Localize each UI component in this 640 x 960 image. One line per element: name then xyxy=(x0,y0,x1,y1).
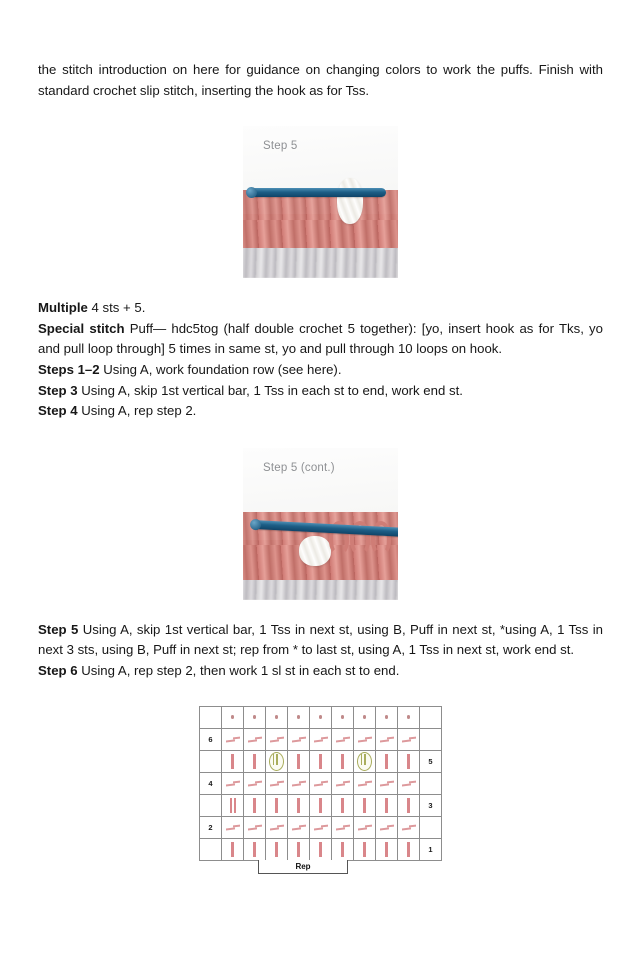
slip-stitch-icon xyxy=(398,707,419,728)
chart-cell xyxy=(398,838,420,860)
tss-bar-icon xyxy=(332,751,353,772)
return-pass-icon xyxy=(244,817,265,838)
chart-cell xyxy=(288,816,310,838)
chart-cell xyxy=(354,728,376,750)
white-yarn-puff xyxy=(337,178,363,224)
return-pass-icon xyxy=(244,773,265,794)
chart-cell xyxy=(398,750,420,772)
chart-cell xyxy=(244,772,266,794)
tss-bar-icon xyxy=(376,751,397,772)
chart-cell xyxy=(376,706,398,728)
return-pass-icon xyxy=(376,729,397,750)
chart-cell xyxy=(222,728,244,750)
chart-row xyxy=(200,838,442,860)
chart-cell xyxy=(244,794,266,816)
chart-cell xyxy=(398,794,420,816)
step-4-text: Using A, rep step 2. xyxy=(81,403,197,419)
tss-bar-icon xyxy=(244,839,265,860)
chart-cell xyxy=(376,750,398,772)
step-5-text: Using A, skip 1st vertical bar, 1 Tss in next st, using B, Puff in next st, *using A, 1 Tss in next 3 sts, using B, Puff in next st; rep from * to last st, using A, 1 Tss in next st, work end st. xyxy=(38,621,603,658)
chart-cell xyxy=(332,772,354,794)
tss-bar-icon xyxy=(398,795,419,816)
chart-cell xyxy=(222,794,244,816)
slip-stitch-icon xyxy=(376,707,397,728)
chart-cell xyxy=(310,794,332,816)
chart-row xyxy=(200,772,442,794)
chart-cell xyxy=(376,794,398,816)
chart-row-number-right: 5 xyxy=(420,750,442,772)
chart-cell xyxy=(354,772,376,794)
photo-step5-cont xyxy=(243,448,398,600)
return-pass-icon xyxy=(288,729,309,750)
chart-cell xyxy=(332,750,354,772)
photo-caption: Step 5 xyxy=(263,140,298,153)
chart-cell xyxy=(310,750,332,772)
tss-bar-icon xyxy=(354,795,375,816)
repeat-spacer xyxy=(199,860,258,874)
slip-stitch-icon xyxy=(288,707,309,728)
return-pass-icon xyxy=(244,729,265,750)
step-1-2-text: Using A, work foundation row (see here). xyxy=(103,361,342,377)
chart-gutter-right xyxy=(420,706,442,728)
chart-cell xyxy=(310,706,332,728)
puff-stitch-icon xyxy=(354,751,375,772)
spec-multiple-text: 4 sts + 5. xyxy=(91,300,146,316)
photo-step5 xyxy=(243,126,398,278)
chart-cell xyxy=(332,706,354,728)
chart-cell xyxy=(266,772,288,794)
tss-double-bar-icon xyxy=(222,795,243,816)
chart-row xyxy=(200,706,442,728)
steps-group-two xyxy=(38,620,603,682)
hook-tip xyxy=(246,187,257,198)
step-3-text: Using A, skip 1st vertical bar, 1 Tss in each st to end, work end st. xyxy=(81,382,463,398)
step-5 xyxy=(38,620,603,661)
chart-row xyxy=(200,750,442,772)
step-6 xyxy=(38,661,603,682)
chart-cell xyxy=(222,706,244,728)
intro-paragraph: the stitch introduction on here for guidance on changing colors to work the puffs. Finish with standard crochet slip stitch, inserting the hook as for Tss. xyxy=(38,62,603,98)
chart-gutter-left xyxy=(200,750,222,772)
tss-bar-icon xyxy=(244,751,265,772)
return-pass-icon xyxy=(310,729,331,750)
chart-cell xyxy=(266,706,288,728)
tss-bar-icon xyxy=(332,795,353,816)
puff-stitch-icon xyxy=(266,751,287,772)
tss-bar-icon xyxy=(288,795,309,816)
tss-bar-icon xyxy=(222,839,243,860)
spec-multiple xyxy=(38,298,603,319)
tss-bar-icon xyxy=(310,751,331,772)
steps-group-one xyxy=(38,360,603,422)
slip-stitch-icon xyxy=(266,707,287,728)
tss-bar-icon xyxy=(310,839,331,860)
chart-cell xyxy=(222,772,244,794)
chart-cell xyxy=(288,706,310,728)
spec-special-stitch xyxy=(38,319,603,360)
return-pass-icon xyxy=(376,817,397,838)
slip-stitch-icon xyxy=(222,707,243,728)
chart-row-number-left: 4 xyxy=(200,772,222,794)
tss-bar-icon xyxy=(310,795,331,816)
chart-cell xyxy=(332,816,354,838)
chart-row-number-left: 6 xyxy=(200,728,222,750)
tss-bar-icon xyxy=(244,795,265,816)
chart-gutter-left xyxy=(200,706,222,728)
return-pass-icon xyxy=(310,817,331,838)
chart-row-number-right: 1 xyxy=(420,838,442,860)
chart-cell xyxy=(398,728,420,750)
chart-cell xyxy=(310,772,332,794)
chart-gutter-left xyxy=(200,838,222,860)
white-yarn-puff xyxy=(299,536,331,566)
photo-block-step5-cont xyxy=(38,448,603,600)
spec-multiple-label: Multiple xyxy=(38,300,88,316)
slip-stitch-icon xyxy=(332,707,353,728)
chart-cell xyxy=(244,728,266,750)
slip-stitch-icon xyxy=(310,707,331,728)
hook-tip xyxy=(250,519,262,531)
chart-row xyxy=(200,816,442,838)
return-pass-icon xyxy=(222,773,243,794)
chart-cell xyxy=(288,838,310,860)
chart-cell xyxy=(288,750,310,772)
chart-cell xyxy=(288,772,310,794)
chart-cell xyxy=(354,816,376,838)
crochet-hook xyxy=(251,188,386,197)
stitch-chart-block xyxy=(38,706,603,874)
step-3-label: Step 3 xyxy=(38,382,78,398)
chart-gutter-right xyxy=(420,728,442,750)
step-4 xyxy=(38,401,603,422)
tss-bar-icon xyxy=(266,795,287,816)
return-pass-icon xyxy=(266,773,287,794)
chart-cell xyxy=(398,816,420,838)
slip-stitch-icon xyxy=(244,707,265,728)
chart-cell xyxy=(354,794,376,816)
spec-block xyxy=(38,298,603,360)
chart-cell xyxy=(398,772,420,794)
chart-cell xyxy=(244,816,266,838)
chart-cell xyxy=(288,728,310,750)
return-pass-icon xyxy=(398,729,419,750)
tss-bar-icon xyxy=(266,839,287,860)
chart-cell xyxy=(354,838,376,860)
chart-cell xyxy=(222,750,244,772)
chart-cell xyxy=(266,838,288,860)
tss-bar-icon xyxy=(376,839,397,860)
chart-cell xyxy=(354,750,376,772)
chart-cell xyxy=(376,772,398,794)
return-pass-icon xyxy=(354,817,375,838)
chart-row-number-right: 3 xyxy=(420,794,442,816)
return-pass-icon xyxy=(288,817,309,838)
chart-cell xyxy=(222,838,244,860)
chart-cell xyxy=(354,706,376,728)
spec-special-text: Puff— hdc5tog (half double crochet 5 together): [yo, insert hook as for Tks, yo and pull loop through] 5 times in same st, yo and pull through 10 loops on hook. xyxy=(38,320,603,357)
spec-special-label: Special stitch xyxy=(38,320,125,336)
chart-row-number-left: 2 xyxy=(200,816,222,838)
chart-cell xyxy=(266,816,288,838)
return-pass-icon xyxy=(398,817,419,838)
chart-cell xyxy=(310,838,332,860)
step-5-label: Step 5 xyxy=(38,621,79,637)
chart-cell xyxy=(332,728,354,750)
step-1-2-label: Steps 1–2 xyxy=(38,361,100,377)
tss-bar-icon xyxy=(376,795,397,816)
chart-cell xyxy=(244,750,266,772)
return-pass-icon xyxy=(332,773,353,794)
step-4-label: Step 4 xyxy=(38,403,78,419)
chart-cell xyxy=(266,750,288,772)
chart-gutter-right xyxy=(420,772,442,794)
photo-block-step5 xyxy=(38,126,603,278)
return-pass-icon xyxy=(288,773,309,794)
return-pass-icon xyxy=(310,773,331,794)
chart-cell xyxy=(376,728,398,750)
return-pass-icon xyxy=(266,729,287,750)
return-pass-icon xyxy=(266,817,287,838)
step-1-2 xyxy=(38,360,603,381)
chart-cell xyxy=(332,838,354,860)
step-6-label: Step 6 xyxy=(38,662,78,678)
slip-stitch-icon xyxy=(354,707,375,728)
chart-row xyxy=(200,794,442,816)
chart-cell xyxy=(332,794,354,816)
chart-grid xyxy=(199,706,442,861)
chart-row xyxy=(200,728,442,750)
return-pass-icon xyxy=(222,729,243,750)
repeat-label: Rep xyxy=(258,860,348,874)
return-pass-icon xyxy=(332,729,353,750)
chart-cell xyxy=(266,728,288,750)
chart-gutter-right xyxy=(420,816,442,838)
chart-cell xyxy=(398,706,420,728)
tss-bar-icon xyxy=(288,839,309,860)
return-pass-icon xyxy=(222,817,243,838)
chart-cell xyxy=(288,794,310,816)
chart-cell xyxy=(376,838,398,860)
stitch-chart xyxy=(199,706,442,874)
chart-cell xyxy=(266,794,288,816)
chart-cell xyxy=(310,816,332,838)
tss-bar-icon xyxy=(222,751,243,772)
repeat-bracket-row xyxy=(199,860,442,874)
chart-cell xyxy=(376,816,398,838)
tss-bar-icon xyxy=(398,839,419,860)
step-3 xyxy=(38,381,603,402)
tss-bar-icon xyxy=(354,839,375,860)
chart-cell xyxy=(222,816,244,838)
chart-gutter-left xyxy=(200,794,222,816)
return-pass-icon xyxy=(354,773,375,794)
return-pass-icon xyxy=(376,773,397,794)
chart-cell xyxy=(310,728,332,750)
tss-bar-icon xyxy=(332,839,353,860)
tss-bar-icon xyxy=(398,751,419,772)
chart-cell xyxy=(244,838,266,860)
tss-bar-icon xyxy=(288,751,309,772)
return-pass-icon xyxy=(398,773,419,794)
step-6-text: Using A, rep step 2, then work 1 sl st in each st to end. xyxy=(81,662,400,678)
chart-cell xyxy=(244,706,266,728)
return-pass-icon xyxy=(332,817,353,838)
return-pass-icon xyxy=(354,729,375,750)
photo-caption: Step 5 (cont.) xyxy=(263,461,335,474)
